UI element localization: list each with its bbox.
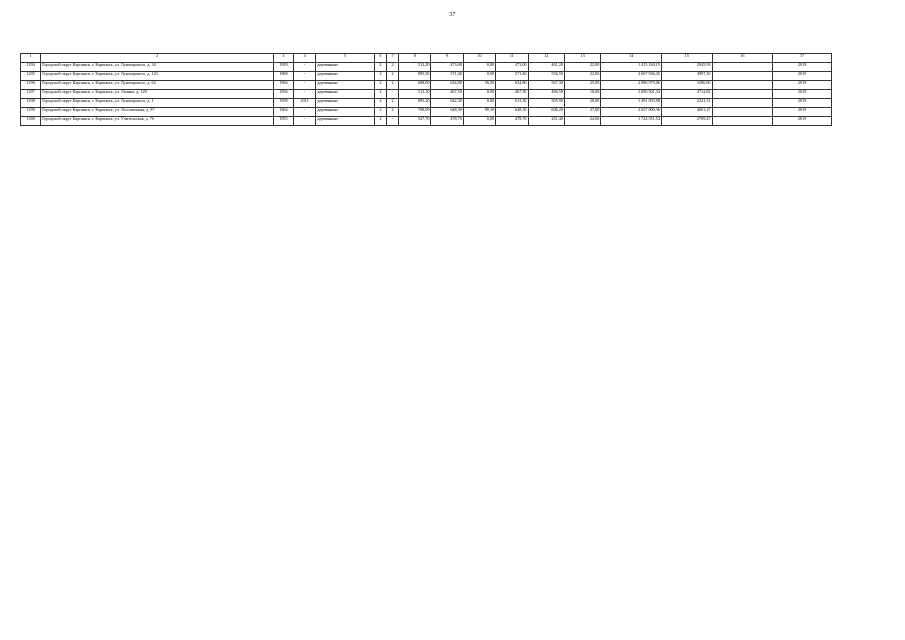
table-cell: деревянные [316, 63, 375, 72]
table-cell: 527,70 [399, 117, 431, 126]
column-number: 7 [387, 54, 399, 63]
table-cell: деревянные [316, 108, 375, 117]
table-cell: 556,50 [528, 72, 564, 81]
table-cell: 642,30 [431, 99, 463, 108]
table-cell: 1299 [21, 108, 41, 117]
column-number: 16 [712, 54, 773, 63]
table-cell: 478,70 [496, 117, 528, 126]
table-cell: 634,80 [496, 81, 528, 90]
table-cell: Городской округ Карпинск, г. Карпинск, ул. Луначарского, д. 34 [41, 63, 274, 72]
table-cell: 2 [387, 108, 399, 117]
table-cell: 571,40 [431, 72, 463, 81]
table-cell: 708,09 [399, 108, 431, 117]
table-cell [712, 108, 773, 117]
table-cell: 634,80 [431, 81, 463, 90]
table-cell: 2 [374, 108, 386, 117]
table-row [21, 72, 832, 81]
table-cell: 1294 [21, 63, 41, 72]
table-cell: Городской округ Карпинск, г. Карпинск, ул. Учительская, д. 7б [41, 117, 274, 126]
table-cell: 571,40 [496, 72, 528, 81]
table-row [21, 108, 832, 117]
table-cell: 2 [387, 63, 399, 72]
table-cell: деревянные [316, 99, 375, 108]
housing-register-table [20, 53, 832, 126]
column-number: 8 [399, 54, 431, 63]
table-cell [712, 99, 773, 108]
table-cell: - [294, 63, 316, 72]
table-cell: 895,20 [399, 99, 431, 108]
table-cell: 513,10 [399, 90, 431, 99]
table-cell: деревянные [316, 72, 375, 81]
column-number: 14 [601, 54, 662, 63]
table-cell: 56,50 [463, 81, 495, 90]
table-cell: 2 [374, 117, 386, 126]
table-cell: 2019 [773, 117, 832, 126]
table-cell: 513,20 [399, 63, 431, 72]
table-cell [712, 63, 773, 72]
table-cell: 1295 [21, 72, 41, 81]
table-cell: 25,00 [564, 81, 600, 90]
table-row [21, 117, 832, 126]
table-cell: 2 090 501,34 [601, 90, 662, 99]
table-cell: 0,00 [463, 72, 495, 81]
column-number: 9 [431, 54, 463, 63]
table-body [21, 63, 832, 126]
table-cell: 2321,31 [661, 99, 712, 108]
table-cell: 2 [387, 99, 399, 108]
table-cell [712, 72, 773, 81]
table-cell: 613,30 [496, 99, 528, 108]
table-cell: 1968 [273, 72, 293, 81]
table-cell: 3286,60 [661, 81, 712, 90]
table-cell: 22,00 [564, 72, 600, 81]
table-row [21, 63, 832, 72]
table-cell: 1298 [21, 99, 41, 108]
table-cell: 1 415 160,15 [601, 63, 662, 72]
column-number: 5 [316, 54, 375, 63]
table-cell: 2 [374, 99, 386, 108]
table-cell: 473,00 [431, 63, 463, 72]
table-cell: деревянные [316, 90, 375, 99]
table-cell: - [387, 117, 399, 126]
table-row [21, 90, 832, 99]
table-cell: деревянные [316, 117, 375, 126]
table-cell: 688,00 [399, 81, 431, 90]
table-cell: 496,50 [528, 90, 564, 99]
table-cell: Городской округ Карпинск, г. Карпинск, ул. Луначарского, д. 123 [41, 72, 274, 81]
table-cell: 648,30 [431, 108, 463, 117]
table-cell: 1955 [273, 117, 293, 126]
table-cell: 1297 [21, 90, 41, 99]
table-row [21, 81, 832, 90]
table-cell: 1958 [273, 99, 293, 108]
table-cell: 473,00 [496, 63, 528, 72]
table-cell: 2019 [773, 81, 832, 90]
table-cell [712, 81, 773, 90]
table-cell: деревянные [316, 81, 375, 90]
table-cell: Городской округ Карпинск, г. Карпинск, ул. Ленина, д. 129 [41, 90, 274, 99]
table-cell: 895,50 [399, 72, 431, 81]
table-cell: 0,00 [463, 99, 495, 108]
table-cell: 4712,82 [661, 90, 712, 99]
table-cell: 28,00 [564, 99, 600, 108]
table-cell: 2 657 000,36 [601, 108, 662, 117]
table-cell: 2 667 936,45 [601, 72, 662, 81]
table-cell: 2 086 979,06 [601, 81, 662, 90]
column-number: 13 [564, 54, 600, 63]
column-number: 11 [496, 54, 528, 63]
table-cell: Городской округ Карпинск, г. Карпинск, ул. Луначарского, д. 62 [41, 81, 274, 90]
table-cell: 467,50 [431, 90, 463, 99]
table-cell: 4997,10 [661, 72, 712, 81]
table-cell: 1296 [21, 81, 41, 90]
table-cell: 2 [374, 63, 386, 72]
table-cell: - [294, 72, 316, 81]
table-cell: 2019 [773, 108, 832, 117]
table-cell: 567,30 [528, 81, 564, 90]
table-cell: 4001,27 [661, 108, 712, 117]
table-cell: 478,70 [431, 117, 463, 126]
page-number: 37 [449, 12, 456, 18]
column-number: 6 [374, 54, 386, 63]
column-number: 2 [41, 54, 274, 63]
table-cell: 0,00 [463, 90, 495, 99]
table-cell: 22,00 [564, 63, 600, 72]
table-cell: 2011 [294, 99, 316, 108]
table-cell: 90,10 [463, 108, 495, 117]
table-cell: 1300 [21, 117, 41, 126]
table-cell: 251,40 [528, 117, 564, 126]
table-cell: 2 [374, 90, 386, 99]
column-number-row [21, 54, 832, 63]
table-row [21, 99, 832, 108]
table-cell: 2 [374, 81, 386, 90]
table-cell: 2 [374, 72, 386, 81]
column-number: 3 [273, 54, 293, 63]
column-number: 10 [463, 54, 495, 63]
table-cell: 27,00 [564, 108, 600, 117]
table-cell: - [294, 108, 316, 117]
table-cell: 2019 [773, 90, 832, 99]
table-cell: - [294, 81, 316, 90]
table-cell: - [387, 90, 399, 99]
table-cell: 1956 [273, 90, 293, 99]
table-cell [712, 117, 773, 126]
table-cell: 2709,47 [661, 117, 712, 126]
table-cell: 2019 [773, 63, 832, 72]
table-cell: 2 [387, 72, 399, 81]
column-number: 4 [294, 54, 316, 63]
table-cell: 467,50 [496, 90, 528, 99]
table-cell: - [294, 117, 316, 126]
column-number: 12 [528, 54, 564, 63]
table-cell: Городской округ Карпинск, г. Карпинск, ул. Лесопильная, д. 87 [41, 108, 274, 117]
table-cell: 606,20 [528, 108, 564, 117]
table-cell: 2945,93 [661, 63, 712, 72]
table-cell: 18,00 [564, 90, 600, 99]
table-cell: 1964 [273, 108, 293, 117]
table-cell: 461,20 [528, 63, 564, 72]
table-cell: 2019 [773, 99, 832, 108]
table-cell: Городской округ Карпинск, г. Карпинск, ул. Луначарского, д. 1 [41, 99, 274, 108]
table-cell: 24,00 [564, 117, 600, 126]
column-number: 1 [21, 54, 41, 63]
table-cell: 1966 [273, 81, 293, 90]
table-cell: 2019 [773, 72, 832, 81]
table-cell: 648,30 [496, 108, 528, 117]
table-cell: 2 [387, 81, 399, 90]
column-number: 17 [773, 54, 832, 63]
table-cell [712, 90, 773, 99]
table-cell: 1 724 551,53 [601, 117, 662, 126]
table-cell: - [294, 90, 316, 99]
table-cell: 1 491 003,98 [601, 99, 662, 108]
table-cell: 0,00 [463, 63, 495, 72]
table-cell: 1959 [273, 63, 293, 72]
table-cell: 505,90 [528, 99, 564, 108]
column-number: 15 [661, 54, 712, 63]
table-cell: 0,00 [463, 117, 495, 126]
